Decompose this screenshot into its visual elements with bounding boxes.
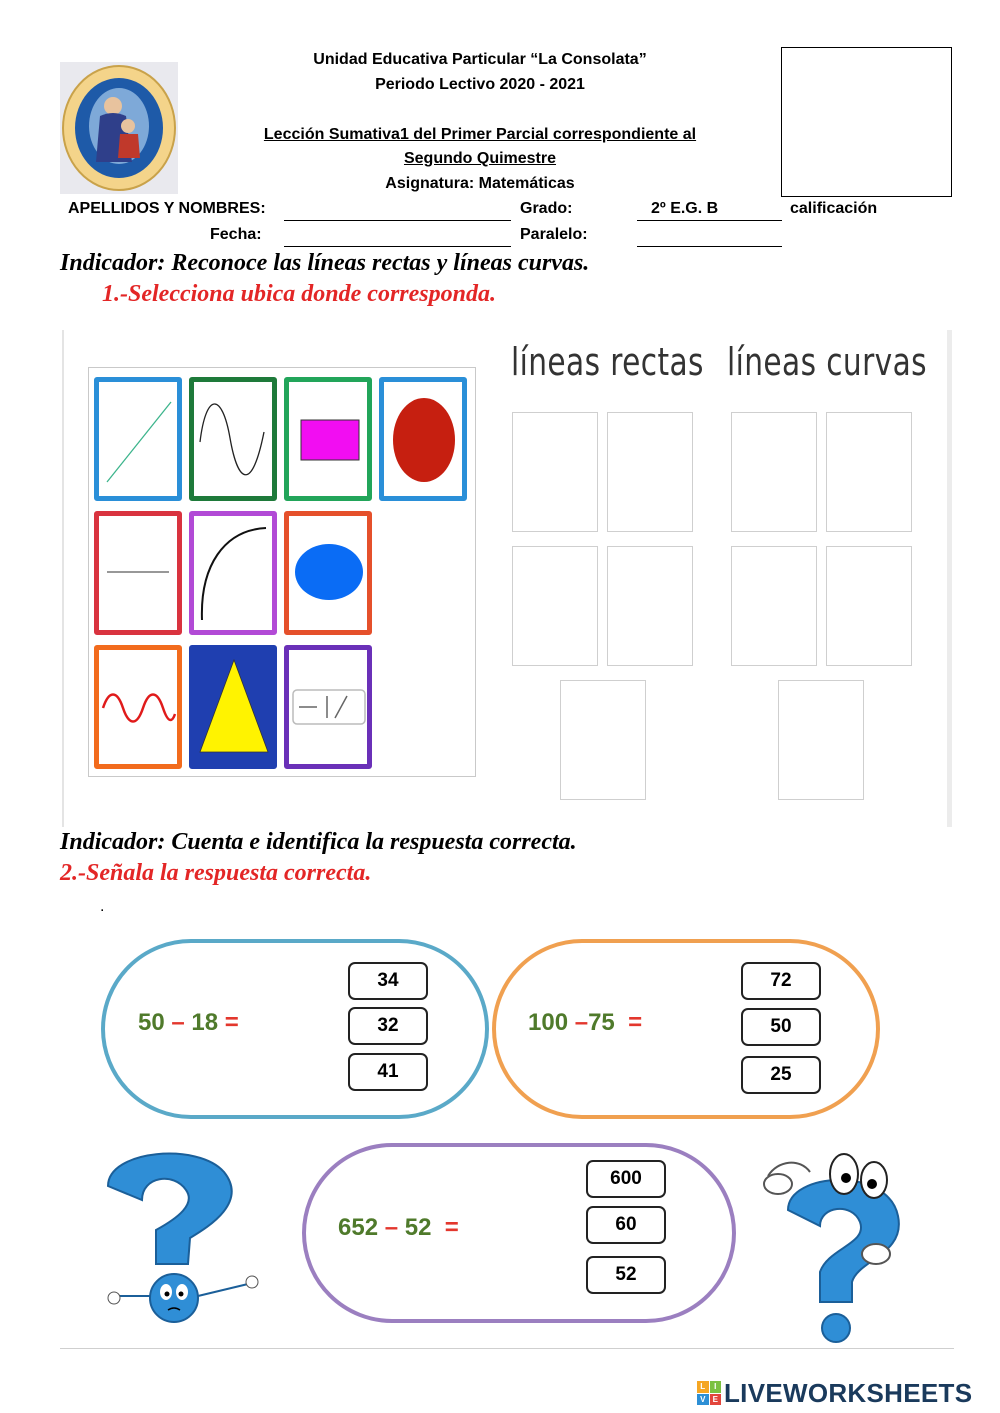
- grade-value: 2º E.G. B: [651, 200, 719, 217]
- footer-divider: [60, 1348, 954, 1349]
- curved-lines-title: líneas curvas: [727, 340, 928, 384]
- sine-curve-icon: [194, 382, 272, 496]
- card-blue-ellipse[interactable]: [284, 511, 372, 635]
- answer-option[interactable]: 34: [348, 962, 428, 1000]
- answer-option[interactable]: 52: [586, 1256, 666, 1294]
- answer-option[interactable]: 32: [348, 1007, 428, 1045]
- card-red-oval[interactable]: [379, 377, 467, 501]
- card-diagonal-line[interactable]: [94, 377, 182, 501]
- triangle-icon: [194, 650, 272, 764]
- date-label: Fecha:: [210, 226, 262, 243]
- lesson-title-line1: Lección Sumativa1 del Primer Parcial correspondiente al: [263, 126, 697, 143]
- liveworksheets-logo: [697, 1376, 972, 1410]
- date-input-line[interactable]: [284, 246, 511, 247]
- answer-option[interactable]: 25: [741, 1056, 821, 1094]
- straight-drop-slot[interactable]: [560, 680, 646, 800]
- straight-drop-slot[interactable]: [512, 412, 598, 532]
- answer-option[interactable]: 50: [741, 1008, 821, 1046]
- wave-icon: [99, 650, 177, 764]
- horizontal-line-icon: [99, 516, 177, 630]
- answer-option[interactable]: 60: [586, 1206, 666, 1244]
- score-label: calificación: [790, 200, 878, 217]
- names-input-line[interactable]: [284, 220, 511, 221]
- indicator-1: Indicador: Reconoce las líneas rectas y líneas curvas.: [60, 250, 590, 276]
- straight-drop-slot[interactable]: [607, 412, 693, 532]
- score-box[interactable]: [781, 47, 952, 197]
- card-line-segments[interactable]: [284, 645, 372, 769]
- names-label: APELLIDOS Y NOMBRES:: [68, 200, 266, 217]
- problem-1-equation: 50 – 18 =: [138, 1009, 239, 1036]
- card-horizontal-line[interactable]: [94, 511, 182, 635]
- grade-line: [637, 220, 782, 221]
- liveworksheets-wordmark: LIVEWORKSHEETS: [724, 1377, 973, 1408]
- straight-drop-slot[interactable]: [512, 546, 598, 666]
- instruction-1: 1.-Selecciona ubica donde corresponda.: [102, 281, 496, 307]
- problem-3-equation: 652 – 52 =: [338, 1214, 459, 1241]
- oval-icon: [384, 382, 462, 496]
- question-mark-mascot-right-icon: [748, 1136, 914, 1346]
- stray-dot: .: [100, 898, 105, 915]
- straight-lines-title: líneas rectas: [511, 340, 704, 384]
- school-period: Periodo Lectivo 2020 - 2021: [375, 76, 585, 93]
- parallel-input-line[interactable]: [637, 246, 782, 247]
- rectangle-icon: [289, 382, 367, 496]
- card-arc[interactable]: [189, 511, 277, 635]
- answer-option[interactable]: 41: [348, 1053, 428, 1091]
- problem-2-equation: 100 –75 =: [528, 1009, 643, 1036]
- card-wave-line[interactable]: [189, 377, 277, 501]
- curved-drop-slot[interactable]: [731, 412, 817, 532]
- question-mark-mascot-left-icon: [98, 1146, 264, 1328]
- answer-option[interactable]: 72: [741, 962, 821, 1000]
- instruction-2: 2.-Señala la respuesta correcta.: [60, 860, 372, 886]
- curved-drop-slot[interactable]: [731, 546, 817, 666]
- grade-label: Grado:: [520, 200, 573, 217]
- card-triangle[interactable]: [189, 645, 277, 769]
- liveworksheets-icon: L I V E: [697, 1381, 721, 1405]
- curved-drop-slot[interactable]: [778, 680, 864, 800]
- curved-drop-slot[interactable]: [826, 412, 912, 532]
- school-logo: [60, 62, 178, 194]
- lesson-title-line2: Segundo Quimestre: [403, 150, 557, 167]
- parallel-label: Paralelo:: [520, 226, 588, 243]
- curved-drop-slot[interactable]: [826, 546, 912, 666]
- card-rectangle[interactable]: [284, 377, 372, 501]
- line-segments-icon: [289, 650, 367, 764]
- arc-icon: [194, 516, 272, 630]
- indicator-2: Indicador: Cuenta e identifica la respuesta correcta.: [60, 829, 577, 855]
- card-red-wave[interactable]: [94, 645, 182, 769]
- school-name: Unidad Educativa Particular “La Consolata”: [313, 51, 647, 68]
- diagonal-line-icon: [99, 382, 177, 496]
- answer-option[interactable]: 600: [586, 1160, 666, 1198]
- subject-label: Asignatura: Matemáticas: [385, 175, 575, 192]
- ellipse-icon: [289, 516, 367, 630]
- straight-drop-slot[interactable]: [607, 546, 693, 666]
